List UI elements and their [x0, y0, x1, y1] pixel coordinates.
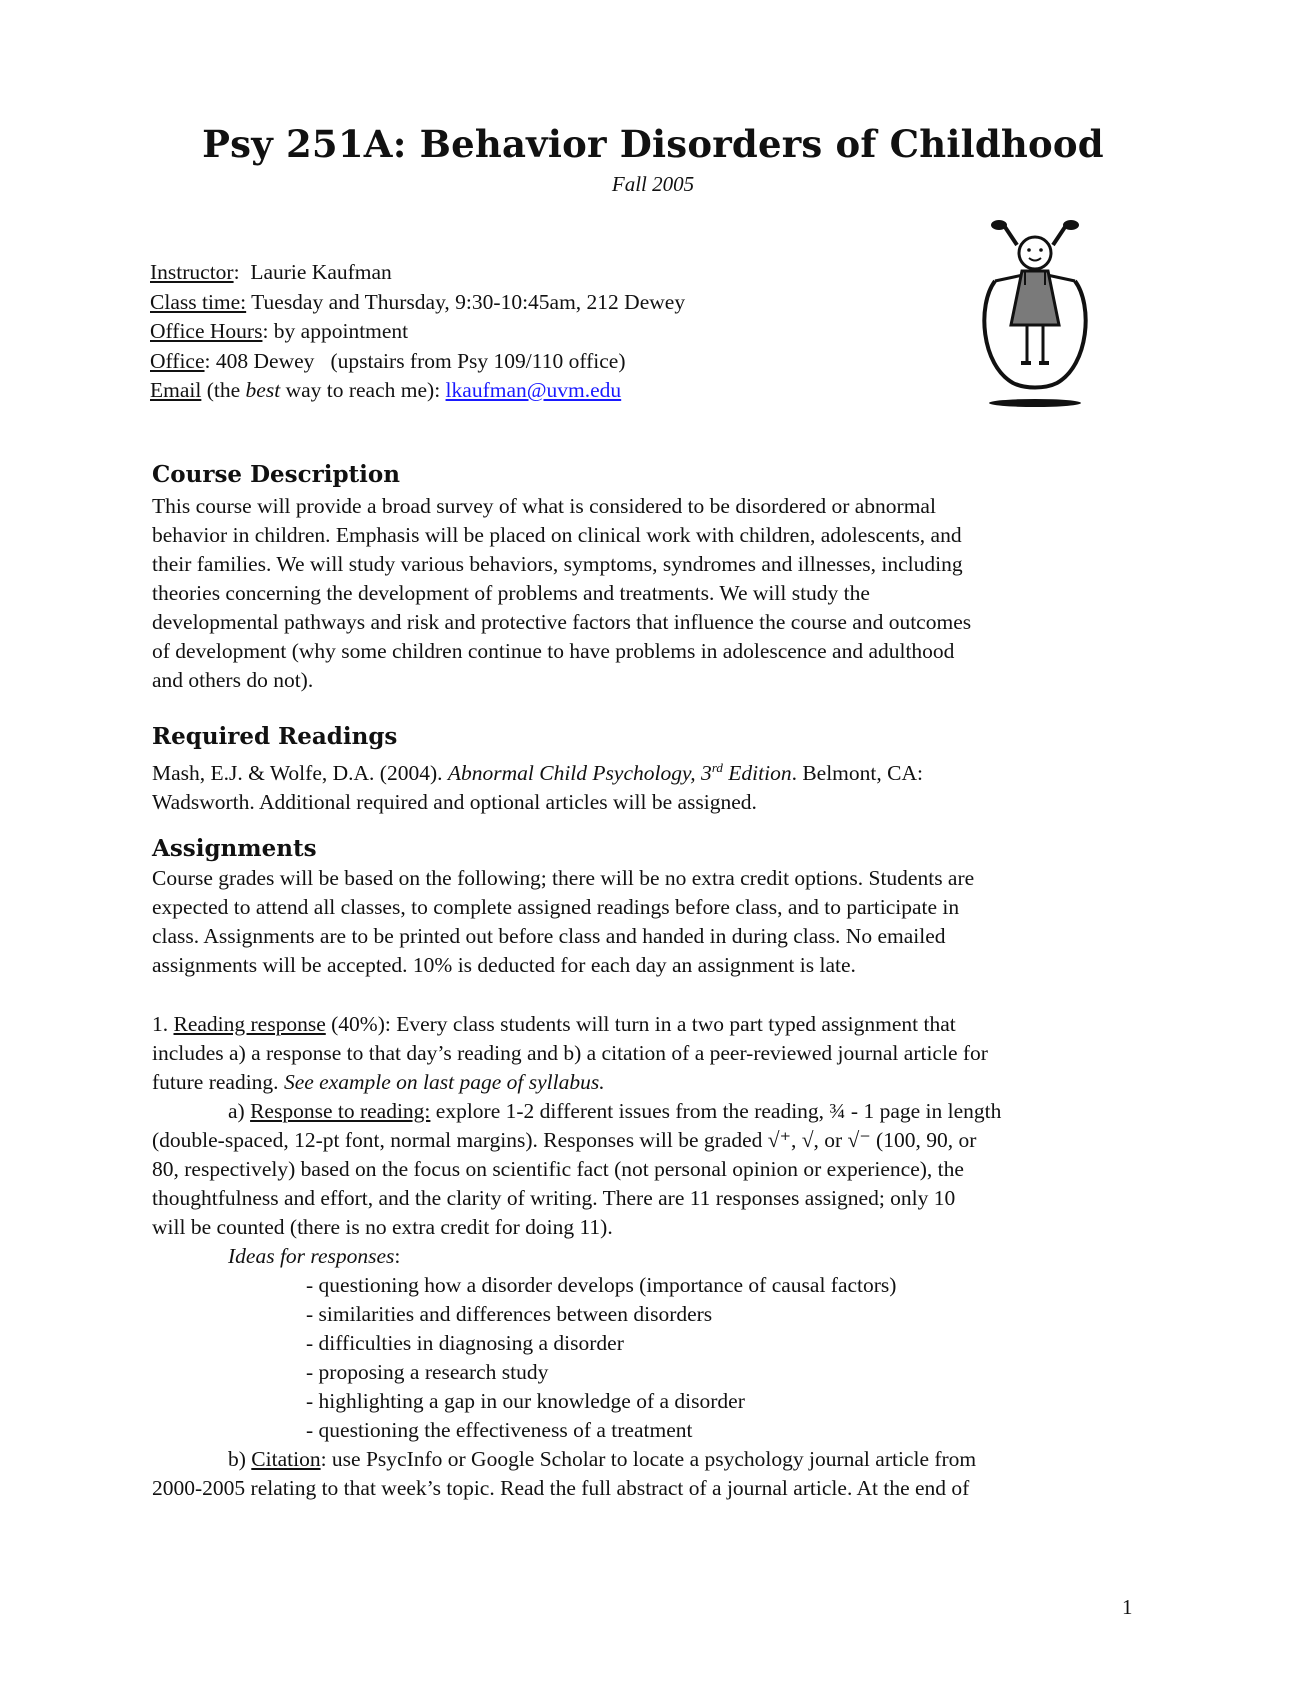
- email-link[interactable]: lkaufman@uvm.edu: [445, 378, 622, 402]
- assignments-line: class. Assignments are to be printed out before class and handed in during class. No emailed: [152, 924, 946, 948]
- email-text-pre: (the: [201, 378, 246, 402]
- reading-response-label: Reading response: [173, 1012, 326, 1036]
- citation-line: 2000-2005 relating to that week’s topic. Read the full abstract of a journal article. At the end of: [152, 1476, 970, 1500]
- assignments-heading: Assignments: [152, 835, 317, 862]
- citation-label: Citation: [251, 1447, 321, 1471]
- course-description-line: This course will provide a broad survey of what is considered to be disordered or abnormal: [152, 494, 936, 518]
- instructor-line: Instructor: Laurie Kaufman: [150, 260, 392, 284]
- assignments-line: Course grades will be based on the following; there will be no extra credit options. Students are: [152, 866, 975, 890]
- reading-citation-publisher: . Belmont, CA:: [791, 761, 923, 786]
- citation-text: : use PsycInfo or Google Scholar to locate a psychology journal article from: [320, 1447, 977, 1471]
- assignments-intro: [152, 864, 1152, 980]
- email-label: Email: [150, 378, 202, 402]
- required-readings-line: [152, 753, 1152, 788]
- office-label: Office: [150, 348, 205, 373]
- idea-item: - questioning how a disorder develops (importance of causal factors): [306, 1273, 897, 1297]
- course-description-line: and others do not).: [152, 668, 314, 692]
- idea-item: - similarities and differences between disorders: [306, 1302, 713, 1326]
- assignments-line: assignments will be accepted. 10% is deducted for each day an assignment is late.: [152, 953, 856, 977]
- class-time-label: Class time:: [150, 289, 247, 314]
- office-value: : 408 Dewey (upstairs from Psy 109/110 office): [204, 348, 626, 373]
- response-to-reading-label: Response to reading:: [250, 1099, 431, 1123]
- course-description-text: [152, 492, 1152, 695]
- reading-response-line: [152, 1068, 1152, 1097]
- required-readings-heading: Required Readings: [152, 723, 398, 750]
- office-hours-label: Office Hours: [150, 319, 263, 343]
- assignments-line: expected to attend all classes, to complete assigned readings before class, and to participate in: [152, 895, 960, 919]
- reading-response-section: [152, 1010, 1152, 1503]
- ideas-heading: [152, 1242, 1152, 1271]
- course-description-line: of development (why some children continue to have problems in adolescence and adulthood: [152, 639, 955, 663]
- course-description-line: their families. We will study various behaviors, symptoms, syndromes and illnesses, including: [152, 552, 963, 576]
- response-to-reading-text: explore 1-2 different issues from the reading, ¾ - 1 page in length: [430, 1099, 1002, 1123]
- reading-response-text: (40%): Every class students will turn in a two part typed assignment that: [325, 1012, 956, 1036]
- page-title: Psy 251A: Behavior Disorders of Childhood: [202, 122, 1104, 166]
- textbook-edition: Edition: [722, 761, 792, 786]
- course-description-line: theories concerning the development of problems and treatments. We will study the: [152, 581, 870, 605]
- reading-response-text: future reading.: [152, 1070, 284, 1094]
- reading-citation-authors: Mash, E.J. & Wolfe, D.A. (2004).: [152, 761, 448, 786]
- class-time-line: [150, 288, 685, 318]
- response-to-reading-line: will be counted (there is no extra credit for doing 11).: [152, 1215, 613, 1239]
- course-description-heading: Course Description: [152, 461, 400, 488]
- required-readings-line: Wadsworth. Additional required and optional articles will be assigned.: [152, 790, 757, 815]
- jump-rope-girl-illustration: [975, 215, 1095, 415]
- response-to-reading-line: thoughtfulness and effort, and the clarity of writing. There are 11 responses assigned; only 10: [152, 1186, 956, 1210]
- email-line: [150, 376, 685, 406]
- email-text-post: way to reach me):: [280, 378, 446, 402]
- response-to-reading-line: [152, 1097, 1152, 1126]
- textbook-edition-sup: rd: [711, 760, 723, 775]
- office-hours-line: [150, 317, 685, 347]
- instructor-label: Instructor: [150, 260, 234, 284]
- course-description-line: behavior in children. Emphasis will be placed on clinical work with children, adolescents, and: [152, 523, 962, 547]
- ideas-label: Ideas for responses: [228, 1244, 395, 1268]
- reading-response-line: includes a) a response to that day’s reading and b) a citation of a peer-reviewed journal article for: [152, 1041, 988, 1065]
- class-time-value: Tuesday and Thursday, 9:30-10:45am, 212 Dewey: [246, 289, 686, 314]
- idea-item: - highlighting a gap in our knowledge of a disorder: [306, 1389, 745, 1413]
- syllabus-example-note: See example on last page of syllabus.: [283, 1070, 605, 1094]
- idea-item: - questioning the effectiveness of a treatment: [306, 1418, 693, 1442]
- response-to-reading-prefix: a): [228, 1099, 251, 1123]
- ideas-colon: :: [394, 1244, 401, 1268]
- page-number: 1: [1122, 1595, 1133, 1619]
- instructor-value: Laurie Kaufman: [250, 260, 392, 284]
- idea-item: - difficulties in diagnosing a disorder: [306, 1331, 624, 1355]
- office-line: [150, 347, 685, 377]
- email-best: best: [245, 378, 281, 402]
- response-to-reading-line: 80, respectively) based on the focus on scientific fact (not personal opinion or experience), the: [152, 1157, 964, 1181]
- citation-prefix: b): [228, 1447, 252, 1471]
- idea-item: - proposing a research study: [306, 1360, 549, 1384]
- instructor-info: [150, 258, 685, 406]
- office-hours-value: : by appointment: [262, 319, 409, 343]
- reading-response-number: 1.: [152, 1012, 174, 1036]
- textbook-title: [448, 761, 792, 785]
- course-description-line: developmental pathways and risk and protective factors that influence the course and outcomes: [152, 610, 972, 634]
- reading-response-line: [152, 1010, 1152, 1039]
- term-subtitle: Fall 2005: [611, 172, 695, 196]
- response-to-reading-line: (double-spaced, 12-pt font, normal margins). Responses will be graded √⁺, √, or √⁻ (100, 90, or: [152, 1128, 977, 1152]
- citation-line: [152, 1445, 1152, 1474]
- textbook-title-main: Abnormal Child Psychology, 3: [447, 761, 712, 786]
- required-readings-text: [152, 753, 1152, 817]
